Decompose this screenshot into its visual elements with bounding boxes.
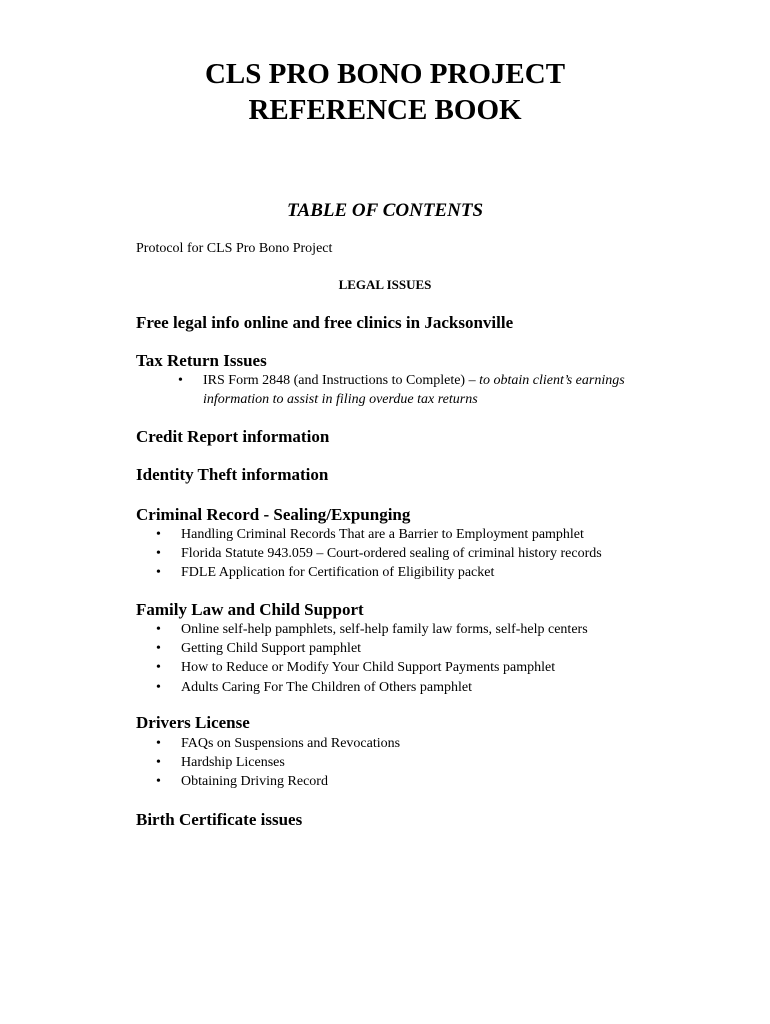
bullet-icon: • <box>156 622 161 637</box>
legal-issues-label: LEGAL ISSUES <box>338 277 432 292</box>
document-title-line-2: REFERENCE BOOK <box>248 94 522 126</box>
criminal-record-list <box>154 525 714 583</box>
bullet-icon: • <box>156 679 161 695</box>
bullet-icon: • <box>156 565 161 581</box>
table-of-contents-heading: TABLE OF CONTENTS <box>286 200 484 221</box>
drivers-license-list <box>154 734 714 792</box>
list-item <box>154 678 714 697</box>
document-title-line-1: CLS PRO BONO PROJECT <box>204 58 566 90</box>
family-law-list <box>154 620 714 697</box>
list-item <box>154 658 714 677</box>
section-heading-birth-certificate: Birth Certificate issues <box>136 810 303 829</box>
list-item-text: Getting Child Support pamphlet <box>181 641 362 657</box>
list-item <box>154 620 714 639</box>
bullet-icon: • <box>156 755 161 771</box>
section-heading-identity-theft: Identity Theft information <box>136 465 329 484</box>
list-item <box>154 639 714 658</box>
list-item-text: FAQs on Suspensions and Revocations <box>181 736 401 751</box>
bullet-icon: • <box>178 373 183 388</box>
bullet-icon: • <box>156 660 161 676</box>
list-item <box>154 753 714 772</box>
bullet-icon: • <box>156 774 161 790</box>
list-item-text: Handling Criminal Records That are a Barrier to Employment pamphlet <box>181 527 584 542</box>
tax-return-list <box>176 372 686 409</box>
section-heading-family-law: Family Law and Child Support <box>136 600 364 619</box>
list-item-text: Florida Statute 943.059 – Court-ordered sealing of criminal history records <box>181 546 602 562</box>
list-item-text: IRS Form 2848 (and Instructions to Complete) – <box>203 373 480 388</box>
list-item-text: How to Reduce or Modify Your Child Support Payments pamphlet <box>181 660 556 676</box>
bullet-icon: • <box>156 641 161 657</box>
protocol-entry: Protocol for CLS Pro Bono Project <box>136 241 333 256</box>
list-item <box>154 772 714 791</box>
list-item <box>154 563 714 582</box>
bullet-icon: • <box>156 546 161 562</box>
section-heading-credit-report: Credit Report information <box>136 427 330 446</box>
bullet-icon: • <box>156 527 161 542</box>
section-heading-drivers-license: Drivers License <box>136 713 250 732</box>
section-heading-tax-return: Tax Return Issues <box>136 351 267 370</box>
list-item-text: Obtaining Driving Record <box>181 774 328 790</box>
section-heading-free-legal-info: Free legal info online and free clinics in Jacksonville <box>136 313 514 332</box>
list-item-text: Hardship Licenses <box>181 755 285 771</box>
list-item <box>154 544 714 563</box>
list-item-text: Adults Caring For The Children of Others pamphlet <box>181 679 472 695</box>
bullet-icon: • <box>156 736 161 751</box>
list-item-note: to obtain client’s earnings information to assist in filing overdue tax returns <box>203 373 625 407</box>
list-item-text: FDLE Application for Certification of Eligibility packet <box>181 565 495 581</box>
list-item <box>154 734 714 753</box>
section-heading-criminal-record: Criminal Record - Sealing/Expunging <box>136 505 411 524</box>
list-item-text: Online self-help pamphlets, self-help family law forms, self-help centers <box>181 622 588 637</box>
list-item <box>176 372 686 409</box>
list-item <box>154 525 714 544</box>
